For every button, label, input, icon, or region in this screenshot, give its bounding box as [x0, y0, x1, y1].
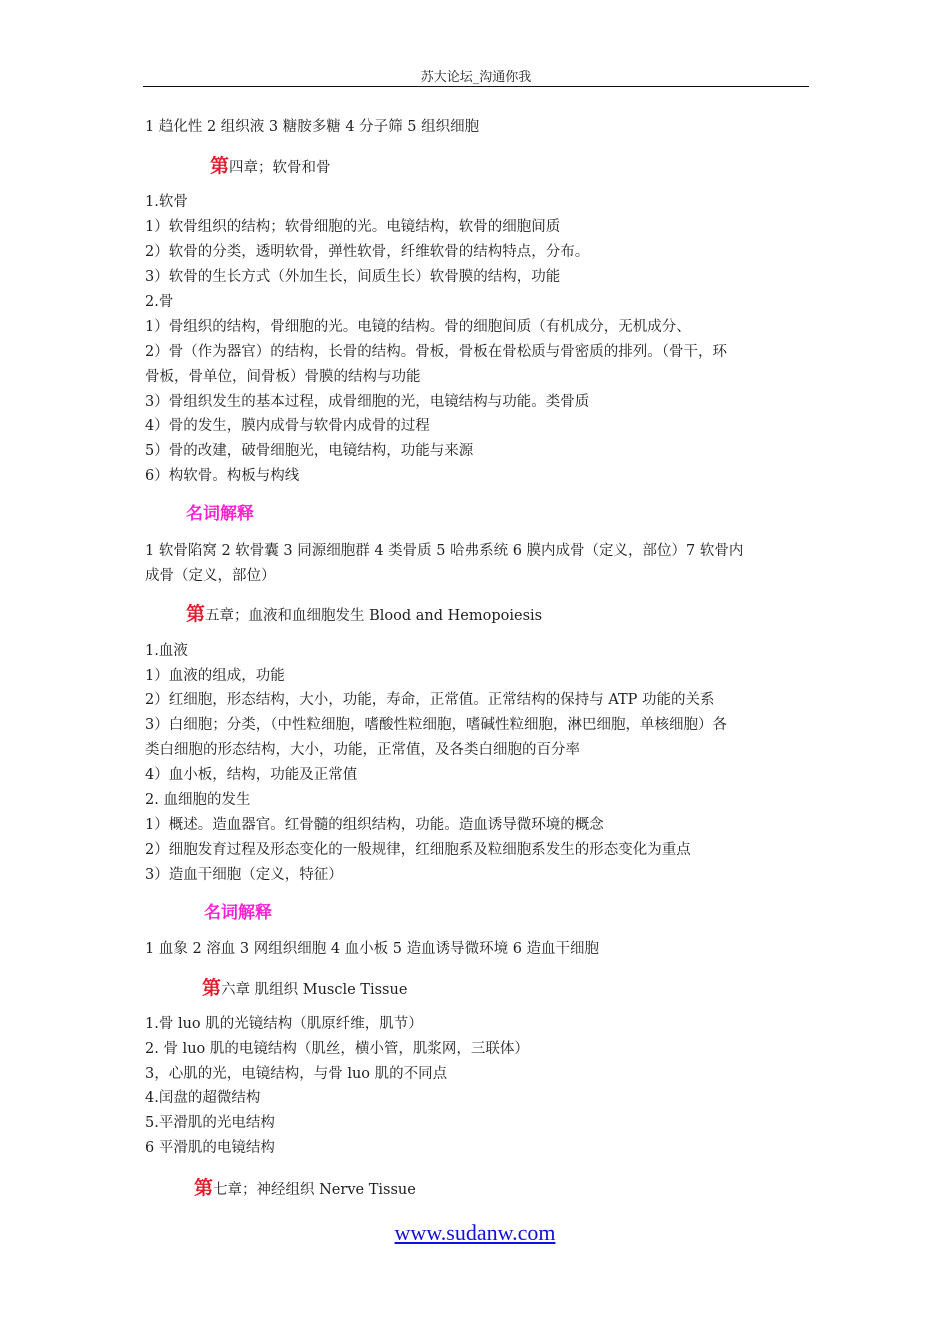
- list-item: 3）白细胞；分类，（中性粒细胞，嗜酸性粒细胞，嗜碱性粒细胞，淋巴细胞，单核细胞）各: [145, 717, 727, 733]
- term-list-ch3: 1 趋化性 2 组织液 3 糖胺多糖 4 分子筛 5 组织细胞: [145, 119, 480, 135]
- list-item: 6 平滑肌的电镜结构: [145, 1140, 275, 1156]
- chapter-5-first-char: 第: [186, 603, 206, 625]
- list-item: 4）骨的发生，膜内成骨与软骨内成骨的过程: [145, 418, 430, 434]
- list-item: 4.闰盘的超微结构: [145, 1090, 261, 1106]
- terms-heading-ch5: 名词解释: [204, 903, 272, 923]
- list-item: 2）骨（作为器官）的结构，长骨的结构。骨板，骨板在骨松质与骨密质的排列。（骨干，环: [145, 344, 727, 360]
- chapter-4-heading: [210, 155, 331, 179]
- list-item: 1.骨 luo 肌的光镜结构（肌原纤维，肌节）: [145, 1016, 423, 1032]
- list-item: 2. 骨 luo 肌的电镜结构（肌丝，横小管，肌浆网，三联体）: [145, 1041, 529, 1057]
- footer-website-link[interactable]: www.sudanw.com: [394, 1220, 556, 1245]
- term-list-ch4: 1 软骨陷窝 2 软骨囊 3 同源细胞群 4 类骨质 5 哈弗系统 6 膜内成骨（定义，部位）7 软骨内: [145, 543, 744, 559]
- list-item: 3）造血干细胞（定义，特征）: [145, 867, 343, 883]
- chapter-7-title: 七章；神经组织 Nerve Tissue: [213, 1182, 416, 1198]
- header-divider: [143, 86, 809, 87]
- list-item: 1）血液的组成，功能: [145, 668, 285, 684]
- list-item: 6）构软骨。构板与构线: [145, 468, 300, 484]
- chapter-4-first-char: 第: [210, 155, 230, 177]
- terms-heading-ch4: 名词解释: [186, 504, 254, 524]
- section-heading: 1.血液: [145, 643, 188, 659]
- list-item: 2）软骨的分类，透明软骨，弹性软骨，纤维软骨的结构特点，分布。: [145, 244, 590, 260]
- list-item: 1）软骨组织的结构；软骨细胞的光。电镜结构，软骨的细胞间质: [145, 219, 561, 235]
- chapter-6-first-char: 第: [202, 977, 222, 999]
- chapter-5-heading: [186, 603, 542, 627]
- chapter-6-title: 六章 肌组织 Muscle Tissue: [221, 982, 408, 998]
- chapter-6-heading: [202, 977, 407, 1001]
- chapter-5-title: 五章；血液和血细胞发生 Blood and Hemopoiesis: [205, 608, 543, 624]
- list-item: 1）骨组织的结构，骨细胞的光。电镜的结构。骨的细胞间质（有机成分，无机成分、: [145, 319, 691, 335]
- list-item: 2）红细胞，形态结构，大小，功能，寿命，正常值。正常结构的保持与 ATP 功能的关系: [145, 692, 715, 708]
- list-item: 4）血小板，结构，功能及正常值: [145, 767, 358, 783]
- list-item-continuation: 类白细胞的形态结构，大小，功能，正常值，及各类白细胞的百分率: [145, 742, 580, 758]
- section-heading: 1.软骨: [145, 194, 188, 210]
- chapter-4-title: 四章；软骨和骨: [229, 160, 331, 176]
- chapter-7-heading: [194, 1177, 416, 1201]
- page-header-title: 苏大论坛_沟通你我: [420, 70, 532, 85]
- list-item: 1）概述。造血器官。红骨髓的组织结构，功能。造血诱导微环境的概念: [145, 817, 604, 833]
- term-list-ch4-continuation: 成骨（定义，部位）: [145, 568, 276, 584]
- section-heading: 2.骨: [145, 294, 174, 310]
- list-item: 3）软骨的生长方式（外加生长，间质生长）软骨膜的结构，功能: [145, 269, 561, 285]
- list-item-continuation: 骨板，骨单位，间骨板）骨膜的结构与功能: [145, 369, 421, 385]
- list-item: 2）细胞发育过程及形态变化的一般规律，红细胞系及粒细胞系发生的形态变化为重点: [145, 842, 691, 858]
- section-heading: 2. 血细胞的发生: [145, 792, 251, 808]
- chapter-7-first-char: 第: [194, 1177, 214, 1199]
- list-item: 5.平滑肌的光电结构: [145, 1115, 275, 1131]
- list-item: 3）骨组织发生的基本过程，成骨细胞的光，电镜结构与功能。类骨质: [145, 394, 590, 410]
- list-item: 5）骨的改建，破骨细胞光，电镜结构，功能与来源: [145, 443, 474, 459]
- term-list-ch5: 1 血象 2 溶血 3 网组织细胞 4 血小板 5 造血诱导微环境 6 造血干细胞: [145, 941, 600, 957]
- list-item: 3，心肌的光，电镜结构，与骨 luo 肌的不同点: [145, 1066, 448, 1082]
